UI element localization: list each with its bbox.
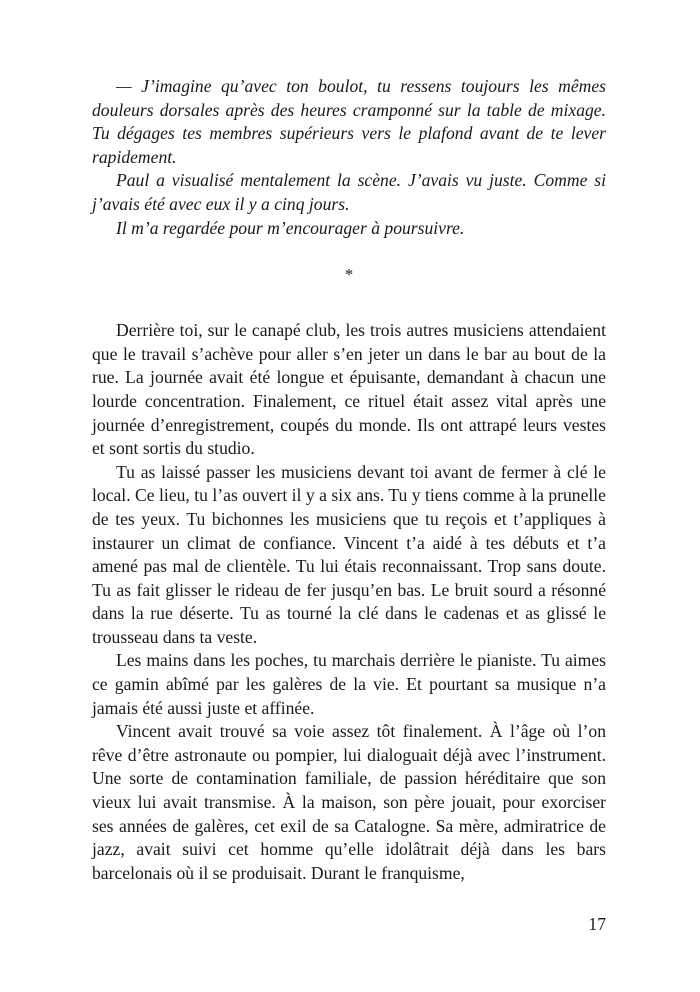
section-separator: * bbox=[344, 265, 354, 285]
dialogue-paragraph: — J’imagine qu’avec ton boulot, tu ressens toujours les mêmes douleurs dorsales après des heures cramponné sur la table de mixage. Tu dégages tes membres supérieurs vers le plafond avant de te lever rapidement. bbox=[92, 76, 606, 167]
body-paragraph: Tu as laissé passer les musiciens devant toi avant de fermer à clé le local. Ce lieu, tu l’as ouvert il y a six ans. Tu y tiens comme à la prunelle de tes yeux. Tu bichonnes les musiciens que tu reçois et t’appliques à instaurer un climat de confiance. Vincent t’a aidé à tes débuts et t’a amené pas mal de clientèle. Tu lui étais reconnaissant. Trop sans doute. Tu as fait glisser le rideau de fer jusqu’en bas. Le bruit sourd a résonné dans la rue déserte. Tu as tourné la clé dans le cadenas et as glissé le trousseau dans ta veste. bbox=[92, 461, 606, 647]
page-number: 17 bbox=[588, 914, 606, 934]
page-body bbox=[92, 75, 606, 885]
body-paragraph: Vincent avait trouvé sa voie assez tôt finalement. À l’âge où l’on rêve d’être astronaute ou pompier, lui dialoguait déjà avec l’instrument. Une sorte de contamination familiale, de passion héréditaire que son vieux lui avait transmise. À la maison, son père jouait, pour exorciser ses années de galères, cet exil de sa Catalogne. Sa mère, admiratrice de jazz, avait suivi cet homme qu’elle idolâtrait déjà dans les bars barcelonais où il se produisait. Durant le franquisme, bbox=[92, 721, 606, 883]
body-paragraph: Les mains dans les poches, tu marchais derrière le pianiste. Tu aimes ce gamin abîmé par les galères de la vie. Et pourtant sa musique n’a jamais été aussi juste et affinée. bbox=[92, 650, 606, 718]
body-paragraph: Derrière toi, sur le canapé club, les trois autres musiciens attendaient que le travail s’achève pour aller s’en jeter un dans le bar au bout de la rue. La journée avait été longue et épuisante, demandant à chacun une lourde concentration. Finalement, ce rituel était assez vital après une journée d’enregistrement, coupés du monde. Ils ont attrapé leurs vestes et sont sortis du studio. bbox=[92, 320, 606, 459]
narration-paragraph: Il m’a regardée pour m’encourager à poursuivre. bbox=[116, 217, 465, 238]
narration-paragraph: Paul a visualisé mentalement la scène. J’avais vu juste. Comme si j’avais été avec eux il y a cinq jours. bbox=[92, 170, 606, 214]
